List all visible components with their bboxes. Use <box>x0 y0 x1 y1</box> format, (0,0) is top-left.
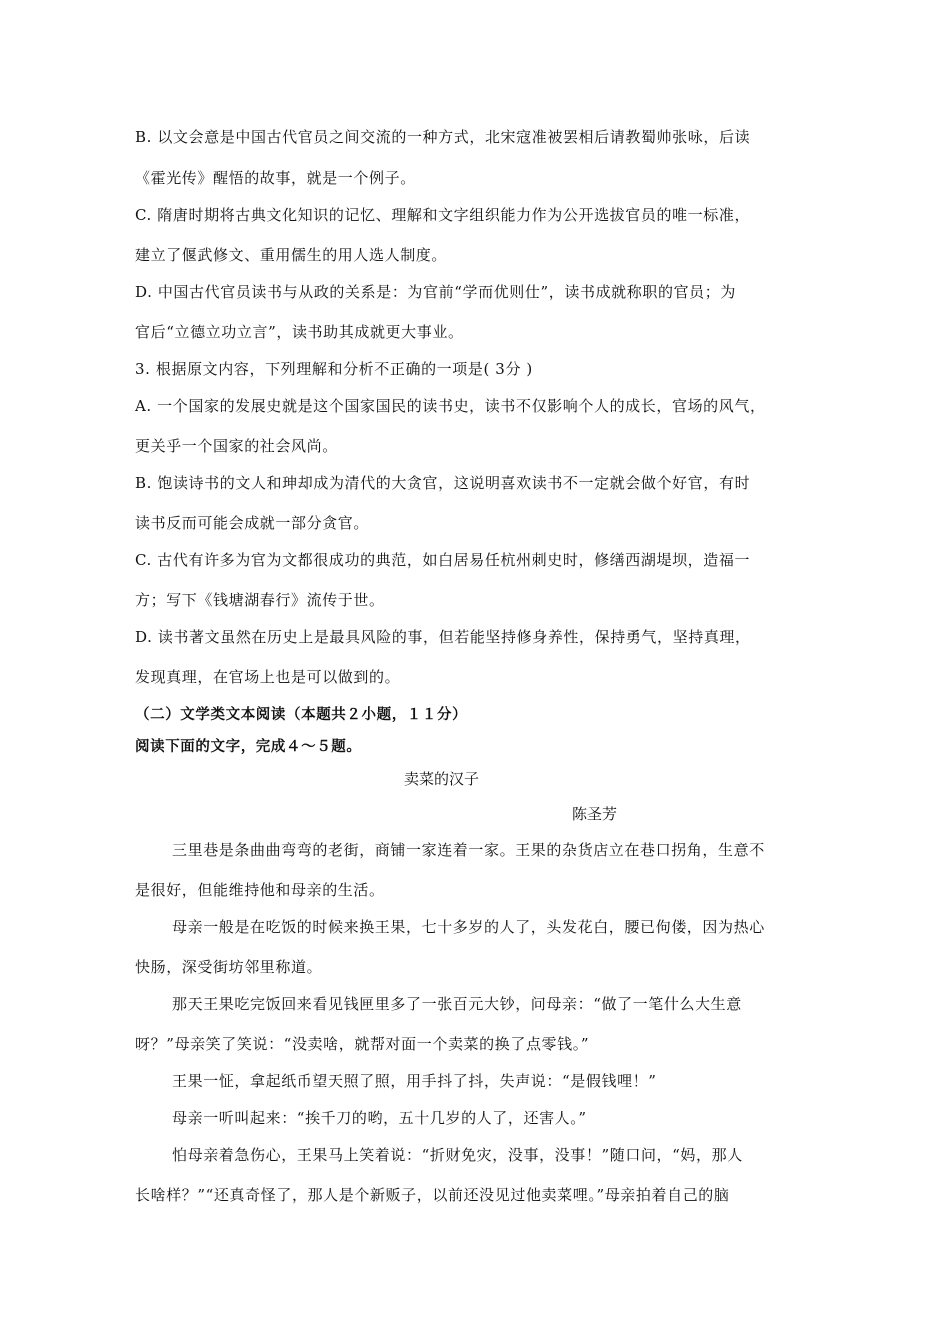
q3-option-d-line-2: 发现真理，在官场上也是可以做到的。 <box>135 668 401 686</box>
q3-option-b-line-2: 读书反而可能会成就一部分贪官。 <box>135 514 370 532</box>
q3-option-a-line-2: 更关乎一个国家的社会风尚。 <box>135 437 338 455</box>
story-line: 怕母亲着急伤心，王果马上笑着说：“折财免灾，没事，没事！”随口问，“妈，那人 <box>172 1146 743 1164</box>
story-line: 母亲一听叫起来：“挨千刀的哟，五十几岁的人了，还害人。” <box>172 1109 587 1127</box>
option-c-line-1: C. 隋唐时期将古典文化知识的记忆、理解和文字组织能力作为公开选拔官员的唯一标准， <box>135 206 751 224</box>
story-line: 三里巷是条曲曲弯弯的老街，商铺一家连着一家。王果的杂货店立在巷口拐角，生意不 <box>172 841 765 859</box>
q3-option-d-line-1: D. 读书著文虽然在历史上是最具风险的事，但若能坚持修身养性，保持勇气，坚持真理， <box>135 628 751 646</box>
story-line: 是很好，但能维持他和母亲的生活。 <box>135 881 385 899</box>
story-line: 那天王果吃完饭回来看见钱匣里多了一张百元大钞，问母亲：“做了一笔什么大生意 <box>172 995 742 1013</box>
q3-option-b-line-1: B. 饱读诗书的文人和珅却成为清代的大贪官，这说明喜欢读书不一定就会做个好官，有时 <box>135 474 751 492</box>
story-title: 卖菜的汉子 <box>404 770 480 788</box>
section-heading: （二）文学类文本阅读（本题共２小题，１１分） <box>135 707 468 723</box>
story-line: 王果一怔，拿起纸币望天照了照，用手抖了抖，失声说：“是假钱哩！” <box>172 1072 657 1090</box>
question-3-stem: 3. 根据原文内容，下列理解和分析不正确的一项是( 3分 ) <box>135 360 533 378</box>
story-author: 陈圣芳 <box>572 805 618 823</box>
option-c-line-2: 建立了偃武修文、重用儒生的用人选人制度。 <box>135 246 448 264</box>
reading-instruction: 阅读下面的文字，完成４～５题。 <box>135 739 362 755</box>
q3-option-a-line-1: A. 一个国家的发展史就是这个国家国民的读书史，读书不仅影响个人的成长，官场的风气， <box>135 397 766 415</box>
story-line: 长啥样？”“还真奇怪了，那人是个新贩子，以前还没见过他卖菜哩。”母亲拍着自己的脑 <box>135 1186 730 1204</box>
story-line: 母亲一般是在吃饭的时候来换王果，七十多岁的人了，头发花白，腰已佝偻，因为热心 <box>172 918 765 936</box>
q3-option-c-line-2: 方；写下《钱塘湖春行》流传于世。 <box>135 591 385 609</box>
option-b-line-2: 《霍光传》醒悟的故事，就是一个例子。 <box>135 169 416 187</box>
story-line: 快肠，深受街坊邻里称道。 <box>135 958 323 976</box>
option-d-line-2: 官后“立德立功立言”，读书助其成就更大事业。 <box>135 323 464 341</box>
option-b-line-1: B. 以文会意是中国古代官员之间交流的一种方式，北宋寇准被罢相后请教蜀帅张咏，后读 <box>135 128 751 146</box>
option-d-line-1: D. 中国古代官员读书与从政的关系是：为官前“学而优则仕”，读书成就称职的官员；为 <box>135 283 736 301</box>
q3-option-c-line-1: C. 古代有许多为官为文都很成功的典范，如白居易任杭州刺史时，修缮西湖堤坝，造福一 <box>135 551 751 569</box>
story-line: 呀？”母亲笑了笑说：“没卖啥，就帮对面一个卖菜的换了点零钱。” <box>135 1035 590 1053</box>
